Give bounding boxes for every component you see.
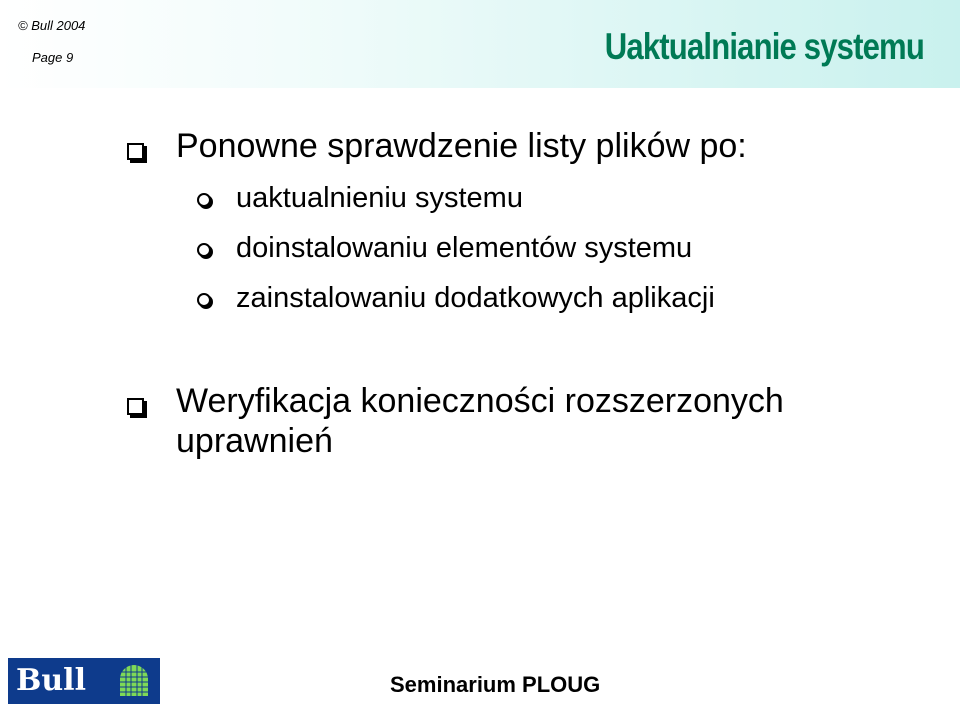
slide-title: Uaktualnianie systemu: [604, 26, 924, 67]
seminar-footer-text: Seminarium PLOUG: [390, 672, 601, 697]
circle-bullet-icon: [197, 193, 211, 207]
bull-logo-icon: [112, 662, 156, 700]
circle-bullet-icon: [197, 243, 211, 257]
sub-bullet-1-text: uaktualnieniu systemu: [236, 182, 523, 214]
bullet-2-text-line1: Weryfikacja konieczności rozszerzonych: [176, 382, 784, 420]
bullet-2-text-line2: uprawnień: [176, 422, 333, 460]
slide-header: [0, 0, 960, 88]
square-bullet-icon: [127, 398, 144, 415]
bull-logo-text: Bull: [16, 663, 86, 698]
sub-bullet-3-text: zainstalowaniu dodatkowych aplikacji: [236, 282, 715, 314]
square-bullet-icon: [127, 143, 144, 160]
bull-logo: [8, 658, 160, 704]
bullet-1-text: Ponowne sprawdzenie listy plików po:: [176, 127, 747, 165]
page-number: Page 9: [32, 50, 74, 65]
copyright-text: © Bull 2004: [18, 18, 86, 33]
circle-bullet-icon: [197, 293, 211, 307]
sub-bullet-2-text: doinstalowaniu elementów systemu: [236, 232, 693, 264]
